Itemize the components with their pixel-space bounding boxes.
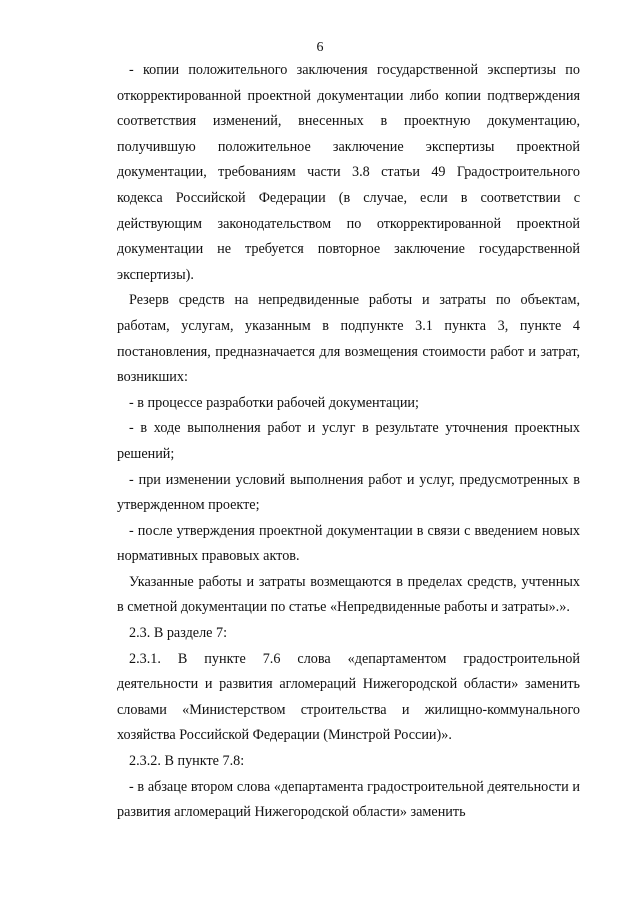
list-item-design-refinement: - в ходе выполнения работ и услуг в результате уточнения проектных решений; — [117, 420, 580, 462]
paragraph-reimbursement: Указанные работы и затраты возмещаются в пределах средств, учтенных в сметной документации по статье «Непредвиденные работы и затраты».». — [117, 573, 580, 616]
document-body — [117, 58, 580, 826]
paragraph-2-3-1: 2.3.1. В пункте 7.6 слова «департаментом градостроительной деятельности и развития агломераций Нижегородской области» заменить словами «Министерством строительства и жилищно-коммунального хозяйства Российской Федерации (Минстрой России)». — [117, 650, 580, 744]
list-item-working-documentation: - в процессе разработки рабочей документации; — [129, 394, 419, 411]
paragraph-2-3-2: 2.3.2. В пункте 7.8: — [129, 753, 245, 770]
paragraph-copies-of-expertise: - копии положительного заключения государственной экспертизы по откорректированной проектной документации либо копии подтверждения соответствия изменений, внесенных в проектную документацию, получившую положительное заключение экспертизы проектной документации, требованиям части 3.8 статьи 49 Градостроительного кодекса Российской Федерации (в случае, если в соответствии с действующим законодательством по откорректированной проектной документации не требуется повторное заключение государственной экспертизы). — [117, 62, 580, 283]
paragraph-second-abzac: - в абзаце втором слова «департамента градостроительной деятельности и развития агломераций Нижегородской области» заменить — [117, 778, 580, 821]
section-heading-2-3: 2.3. В разделе 7: — [129, 625, 228, 642]
list-item-new-legal-acts: - после утверждения проектной документации в связи с введением новых нормативных правовых актов. — [117, 522, 580, 565]
list-item-changed-conditions: - при изменении условий выполнения работ и услуг, предусмотренных в утвержденном проекте; — [117, 471, 580, 514]
paragraph-reserve-funds: Резерв средств на непредвиденные работы и затраты по объектам, работам, услугам, указанным в подпункте 3.1 пункта 3, пункте 4 постановления, предназначается для возмещения стоимости работ и затрат, возникших: — [117, 292, 580, 386]
page-number: 6 — [316, 40, 324, 55]
